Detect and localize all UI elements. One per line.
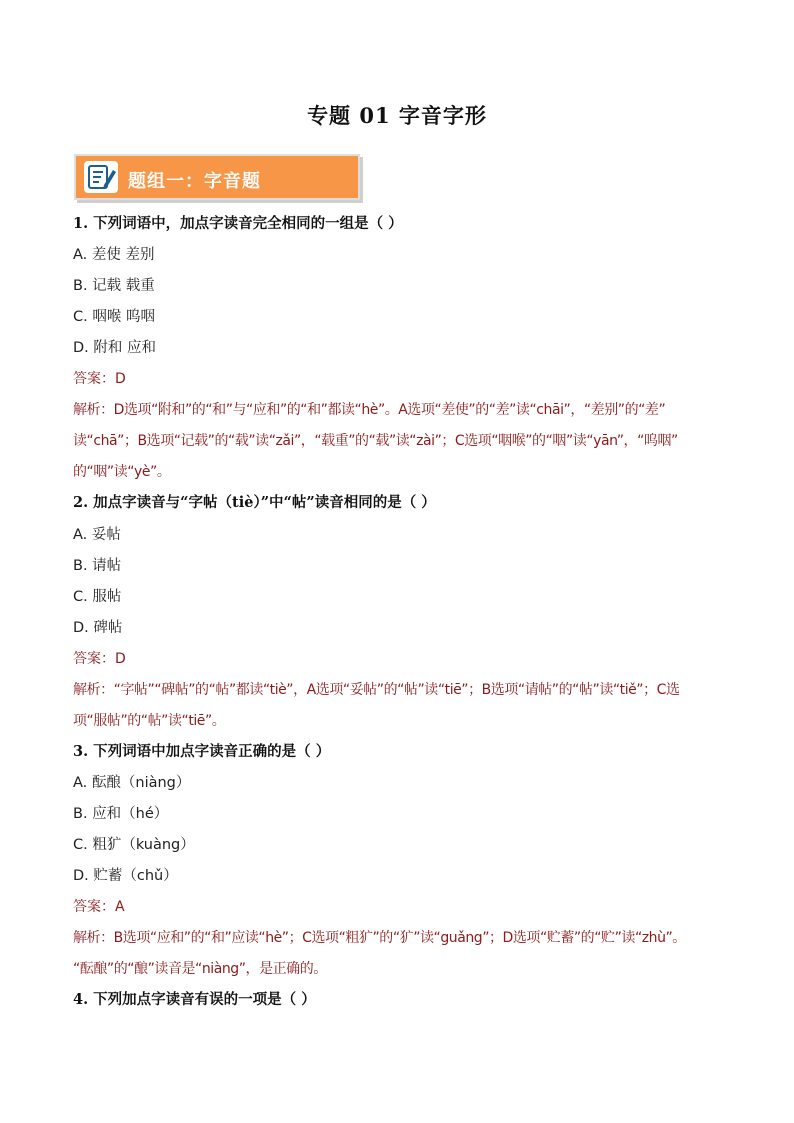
answer: 答案：D [73,371,126,387]
explanation-line: 解析：“字帖”“碑帖”的“帖”都读“tiè”，A选项“妥帖”的“帖”读“tiē”；B选项“请帖”的“帖”读“tiě”；C选 [73,682,680,698]
option: B. 应和（hé） [73,806,169,822]
option: A. 差使 差别 [73,247,155,263]
question-stem: 3. 下列词语中加点字读音正确的是（ ） [73,743,331,760]
section-banner [74,154,360,200]
section-label: 题组一：字音题 [128,171,261,192]
option: B. 记载 载重 [73,278,155,294]
option: A. 酝酿（niàng） [73,775,191,791]
question-stem: 1. 下列词语中，加点字读音完全相同的一组是（ ） [73,215,403,232]
option: B. 请帖 [73,558,122,574]
option: D. 碑帖 [73,620,123,636]
page-title: 专题 01 字音字形 [307,103,487,128]
explanation-line: “酝酿”的“酿”读音是“niàng”，是正确的。 [73,961,327,977]
answer: 答案：A [73,899,125,915]
answer: 答案：D [73,651,126,667]
explanation-line: 项“服帖”的“帖”读“tiē”。 [73,713,226,729]
option: C. 服帖 [73,589,122,605]
question-stem: 2. 加点字读音与“字帖（tiè）”中“帖”读音相同的是（ ） [73,494,436,511]
notepad-pencil-icon [84,161,118,193]
option: D. 附和 应和 [73,340,156,356]
option: D. 贮蓄（chǔ） [73,868,178,884]
question-stem: 4. 下列加点字读音有误的一项是（ ） [73,991,316,1008]
option: A. 妥帖 [73,527,121,543]
explanation-line: 读“chā”；B选项“记载”的“载”读“zǎi”，“载重”的“载”读“zài”；C选项“咽喉”的“咽”读“yān”，“呜咽” [73,433,678,449]
option: C. 咽喉 呜咽 [73,309,155,325]
explanation-line: 的“咽”读“yè”。 [73,464,171,480]
explanation-line: 解析：B选项“应和”的“和”应读“hè”；C选项“粗犷”的“犷”读“guǎng”；D选项“贮蓄”的“贮”读“zhù”。 [73,930,686,946]
explanation-line: 解析：D选项“附和”的“和”与“应和”的“和”都读“hè”。A选项“差使”的“差”读“chāi”，“差别”的“差” [73,402,666,418]
option: C. 粗犷（kuàng） [73,837,195,853]
